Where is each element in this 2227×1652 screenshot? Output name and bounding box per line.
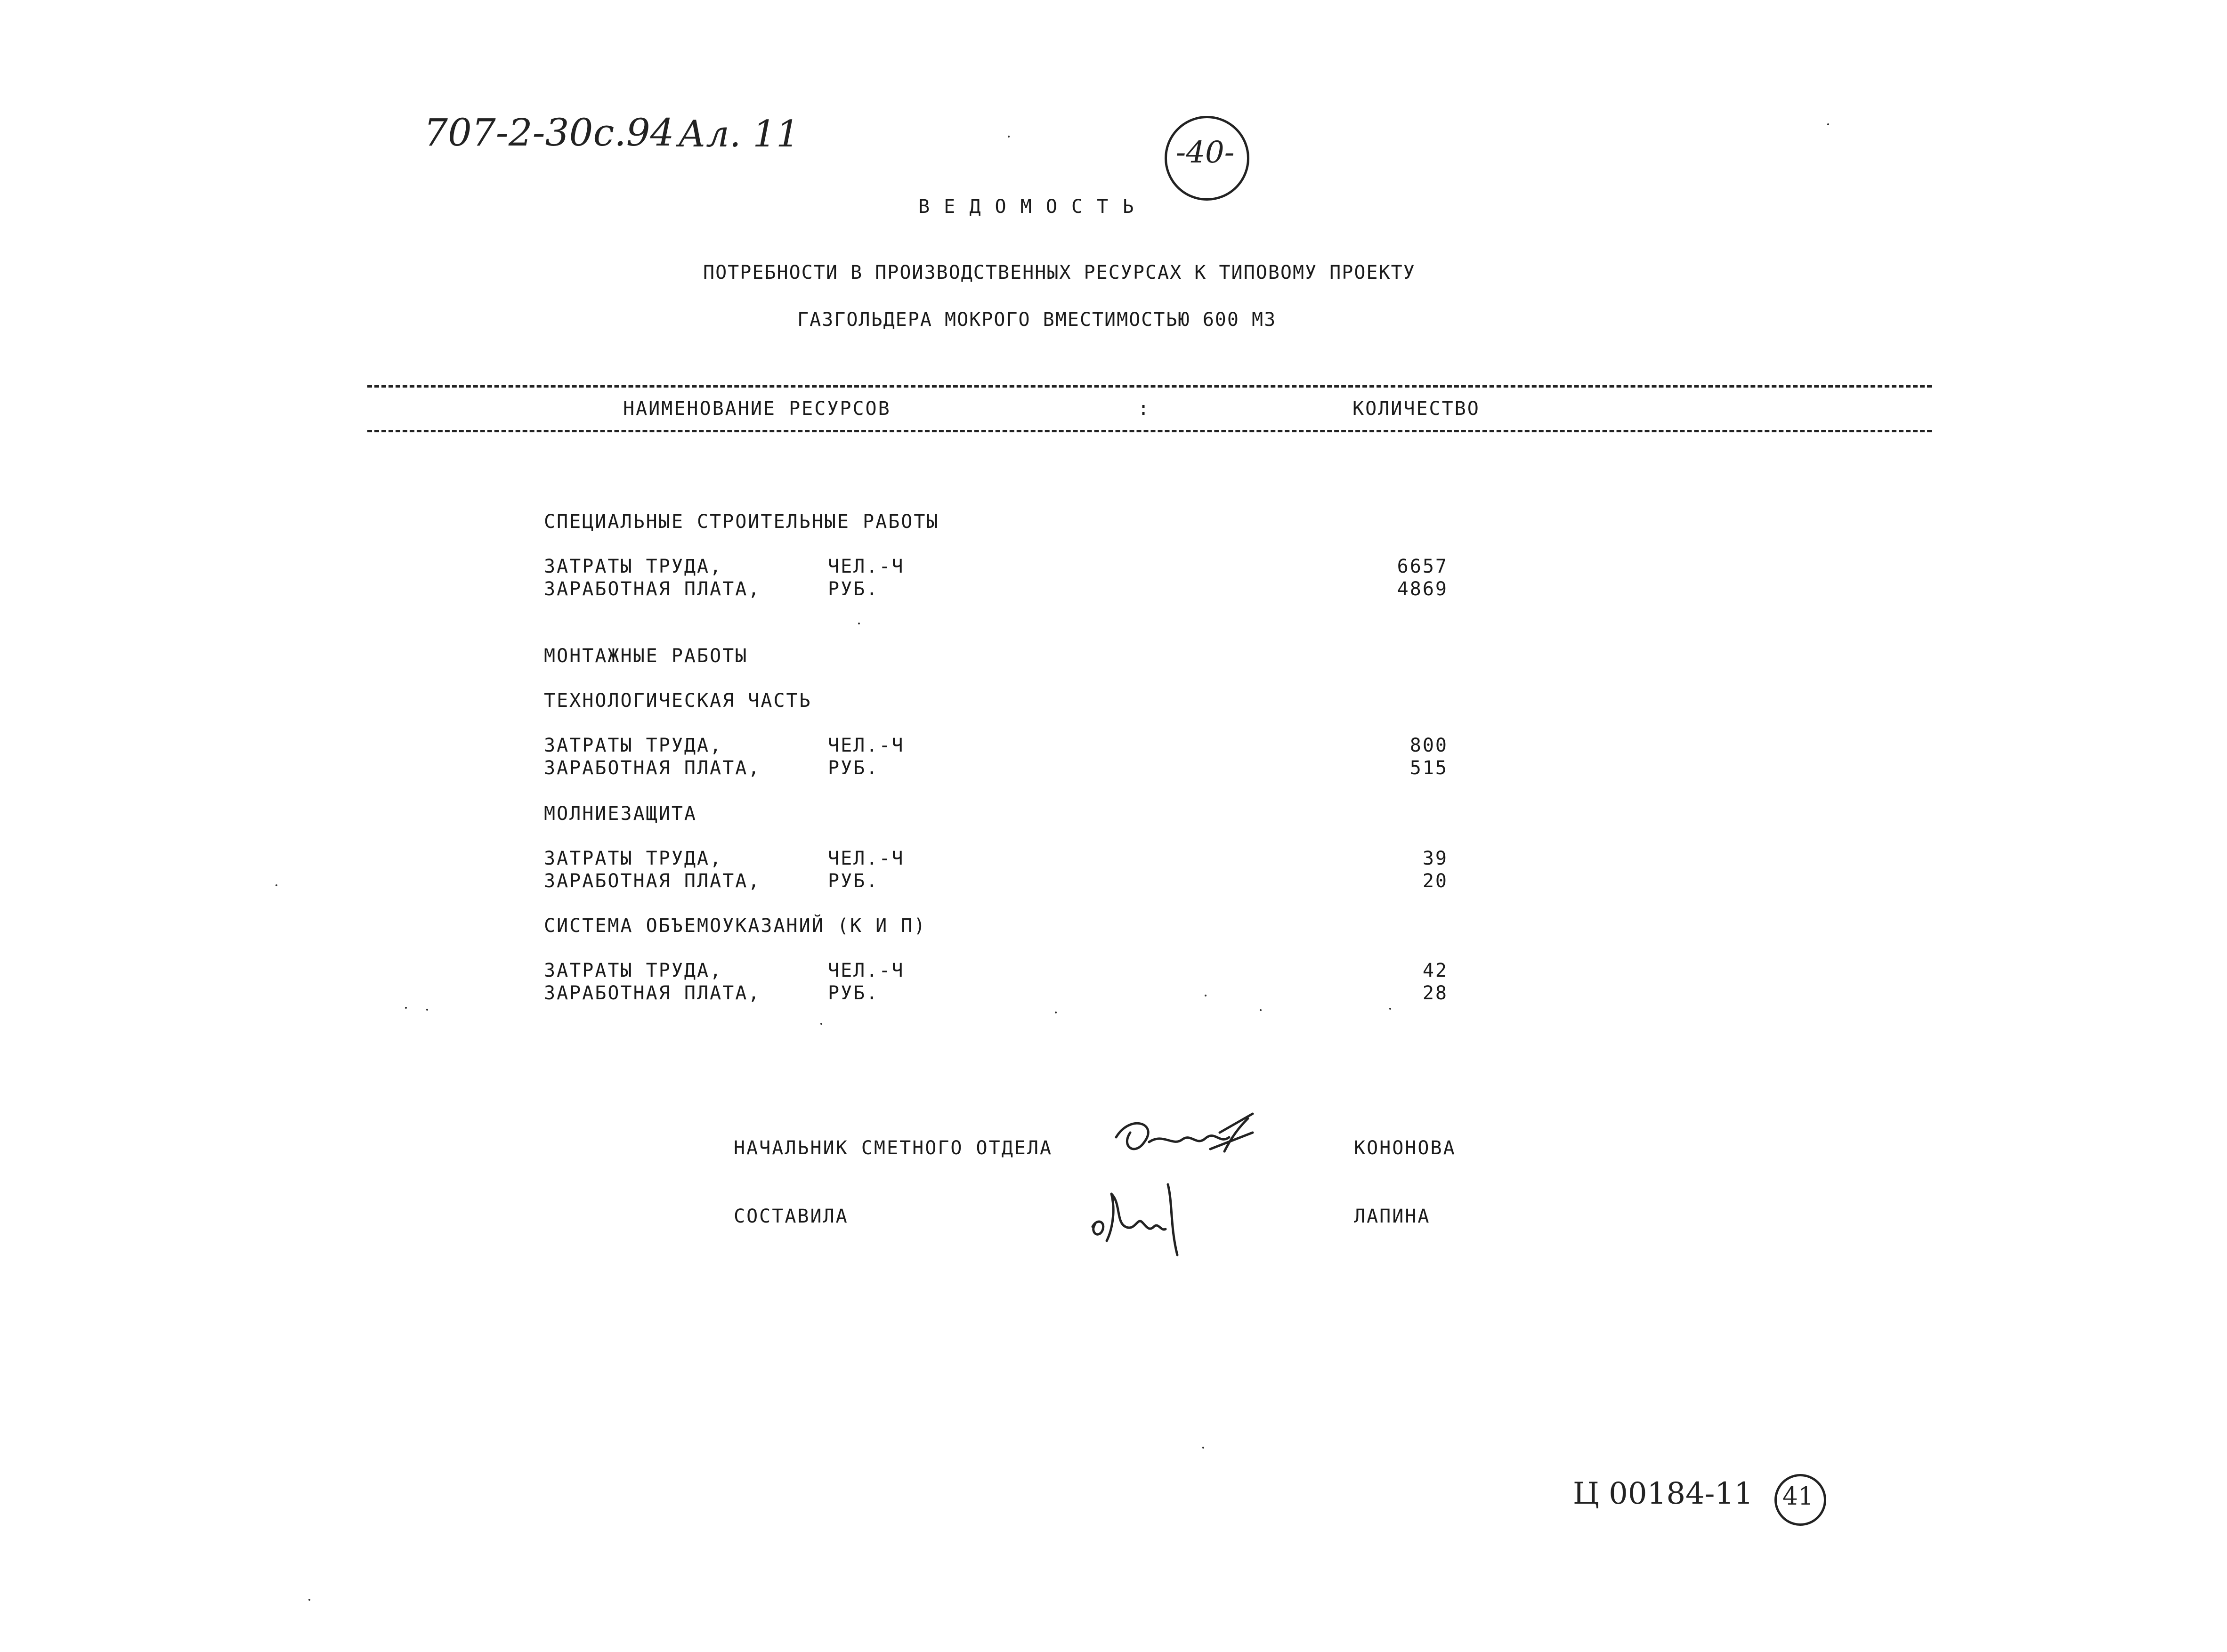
document-title: В Е Д О М О С Т Ь xyxy=(918,196,1135,218)
row-unit: ЧЕЛ.-Ч xyxy=(828,556,905,577)
row-unit: ЧЕЛ.-Ч xyxy=(828,960,905,981)
section-title: МОЛНИЕЗАЩИТА xyxy=(544,803,697,825)
row-unit: РУБ. xyxy=(828,578,879,600)
scan-speck xyxy=(426,1009,428,1011)
header-rule-bottom xyxy=(367,430,1932,432)
archive-code: Ц 00184-11 xyxy=(1573,1476,1753,1511)
section-title: СИСТЕМА ОБЪЕМОУКАЗАНИЙ (К И П) xyxy=(544,915,927,937)
document-subtitle-line2: ГАЗГОЛЬДЕРА МОКРОГО ВМЕСТИМОСТЬЮ 600 МЗ xyxy=(797,309,1277,331)
column-header-separator: : xyxy=(1138,398,1151,420)
column-header-name: НАИМЕНОВАНИЕ РЕСУРСОВ xyxy=(623,398,891,420)
section-title: МОНТАЖНЫЕ РАБОТЫ xyxy=(544,645,748,667)
row-value: 20 xyxy=(1422,870,1448,892)
row-name: ЗАРАБОТНАЯ ПЛАТА, xyxy=(544,982,761,1004)
scan-speck xyxy=(1389,1008,1391,1010)
chief-signature xyxy=(1102,1104,1267,1175)
compiler-name: ЛАПИНА xyxy=(1354,1206,1431,1227)
page-stamp: -40- xyxy=(1175,135,1235,170)
row-name: ЗАТРАТЫ ТРУДА, xyxy=(544,735,723,756)
row-value: 28 xyxy=(1422,982,1448,1004)
row-unit: ЧЕЛ.-Ч xyxy=(828,735,905,756)
row-value: 6657 xyxy=(1397,556,1448,577)
row-unit: РУБ. xyxy=(828,870,879,892)
section-title: СПЕЦИАЛЬНЫЕ СТРОИТЕЛЬНЫЕ РАБОТЫ xyxy=(544,511,939,533)
row-unit: РУБ. xyxy=(828,982,879,1004)
chief-name: КОНОНОВА xyxy=(1354,1137,1456,1159)
compiler-signature xyxy=(1083,1175,1206,1260)
scan-speck xyxy=(1008,136,1010,138)
scan-speck xyxy=(820,1023,822,1025)
scan-speck xyxy=(1055,1012,1057,1013)
row-name: ЗАТРАТЫ ТРУДА, xyxy=(544,556,723,577)
row-value: 39 xyxy=(1422,848,1448,869)
scan-speck xyxy=(1202,1447,1204,1449)
column-header-quantity: КОЛИЧЕСТВО xyxy=(1352,398,1480,420)
sheet-circle-number: 41 xyxy=(1782,1482,1814,1511)
row-value: 800 xyxy=(1409,735,1448,756)
row-name: ЗАТРАТЫ ТРУДА, xyxy=(544,960,723,981)
scan-speck xyxy=(405,1007,407,1009)
scan-speck xyxy=(275,884,277,886)
row-value: 42 xyxy=(1422,960,1448,981)
row-unit: ЧЕЛ.-Ч xyxy=(828,848,905,869)
document-subtitle-line1: ПОТРЕБНОСТИ В ПРОИЗВОДСТВЕННЫХ РЕСУРСАХ К ТИПОВОМУ ПРОЕКТУ xyxy=(703,262,1416,283)
row-unit: РУБ. xyxy=(828,757,879,779)
scan-speck xyxy=(308,1599,310,1601)
scan-speck xyxy=(1260,1009,1262,1011)
row-name: ЗАТРАТЫ ТРУДА, xyxy=(544,848,723,869)
sheet-number: Ал. 11 xyxy=(678,113,800,155)
row-value: 4869 xyxy=(1397,578,1448,600)
row-name: ЗАРАБОТНАЯ ПЛАТА, xyxy=(544,870,761,892)
scan-speck xyxy=(1827,123,1829,125)
header-rule-top xyxy=(367,385,1932,388)
scan-speck xyxy=(858,623,860,624)
row-name: ЗАРАБОТНАЯ ПЛАТА, xyxy=(544,578,761,600)
compiler-role: СОСТАВИЛА xyxy=(734,1206,849,1227)
row-name: ЗАРАБОТНАЯ ПЛАТА, xyxy=(544,757,761,779)
section-title: ТЕХНОЛОГИЧЕСКАЯ ЧАСТЬ xyxy=(544,690,812,712)
document-code: 707-2-30с.94 xyxy=(424,111,674,154)
scan-speck xyxy=(1205,995,1207,996)
row-value: 515 xyxy=(1409,757,1448,779)
chief-role: НАЧАЛЬНИК СМЕТНОГО ОТДЕЛА xyxy=(734,1137,1053,1159)
